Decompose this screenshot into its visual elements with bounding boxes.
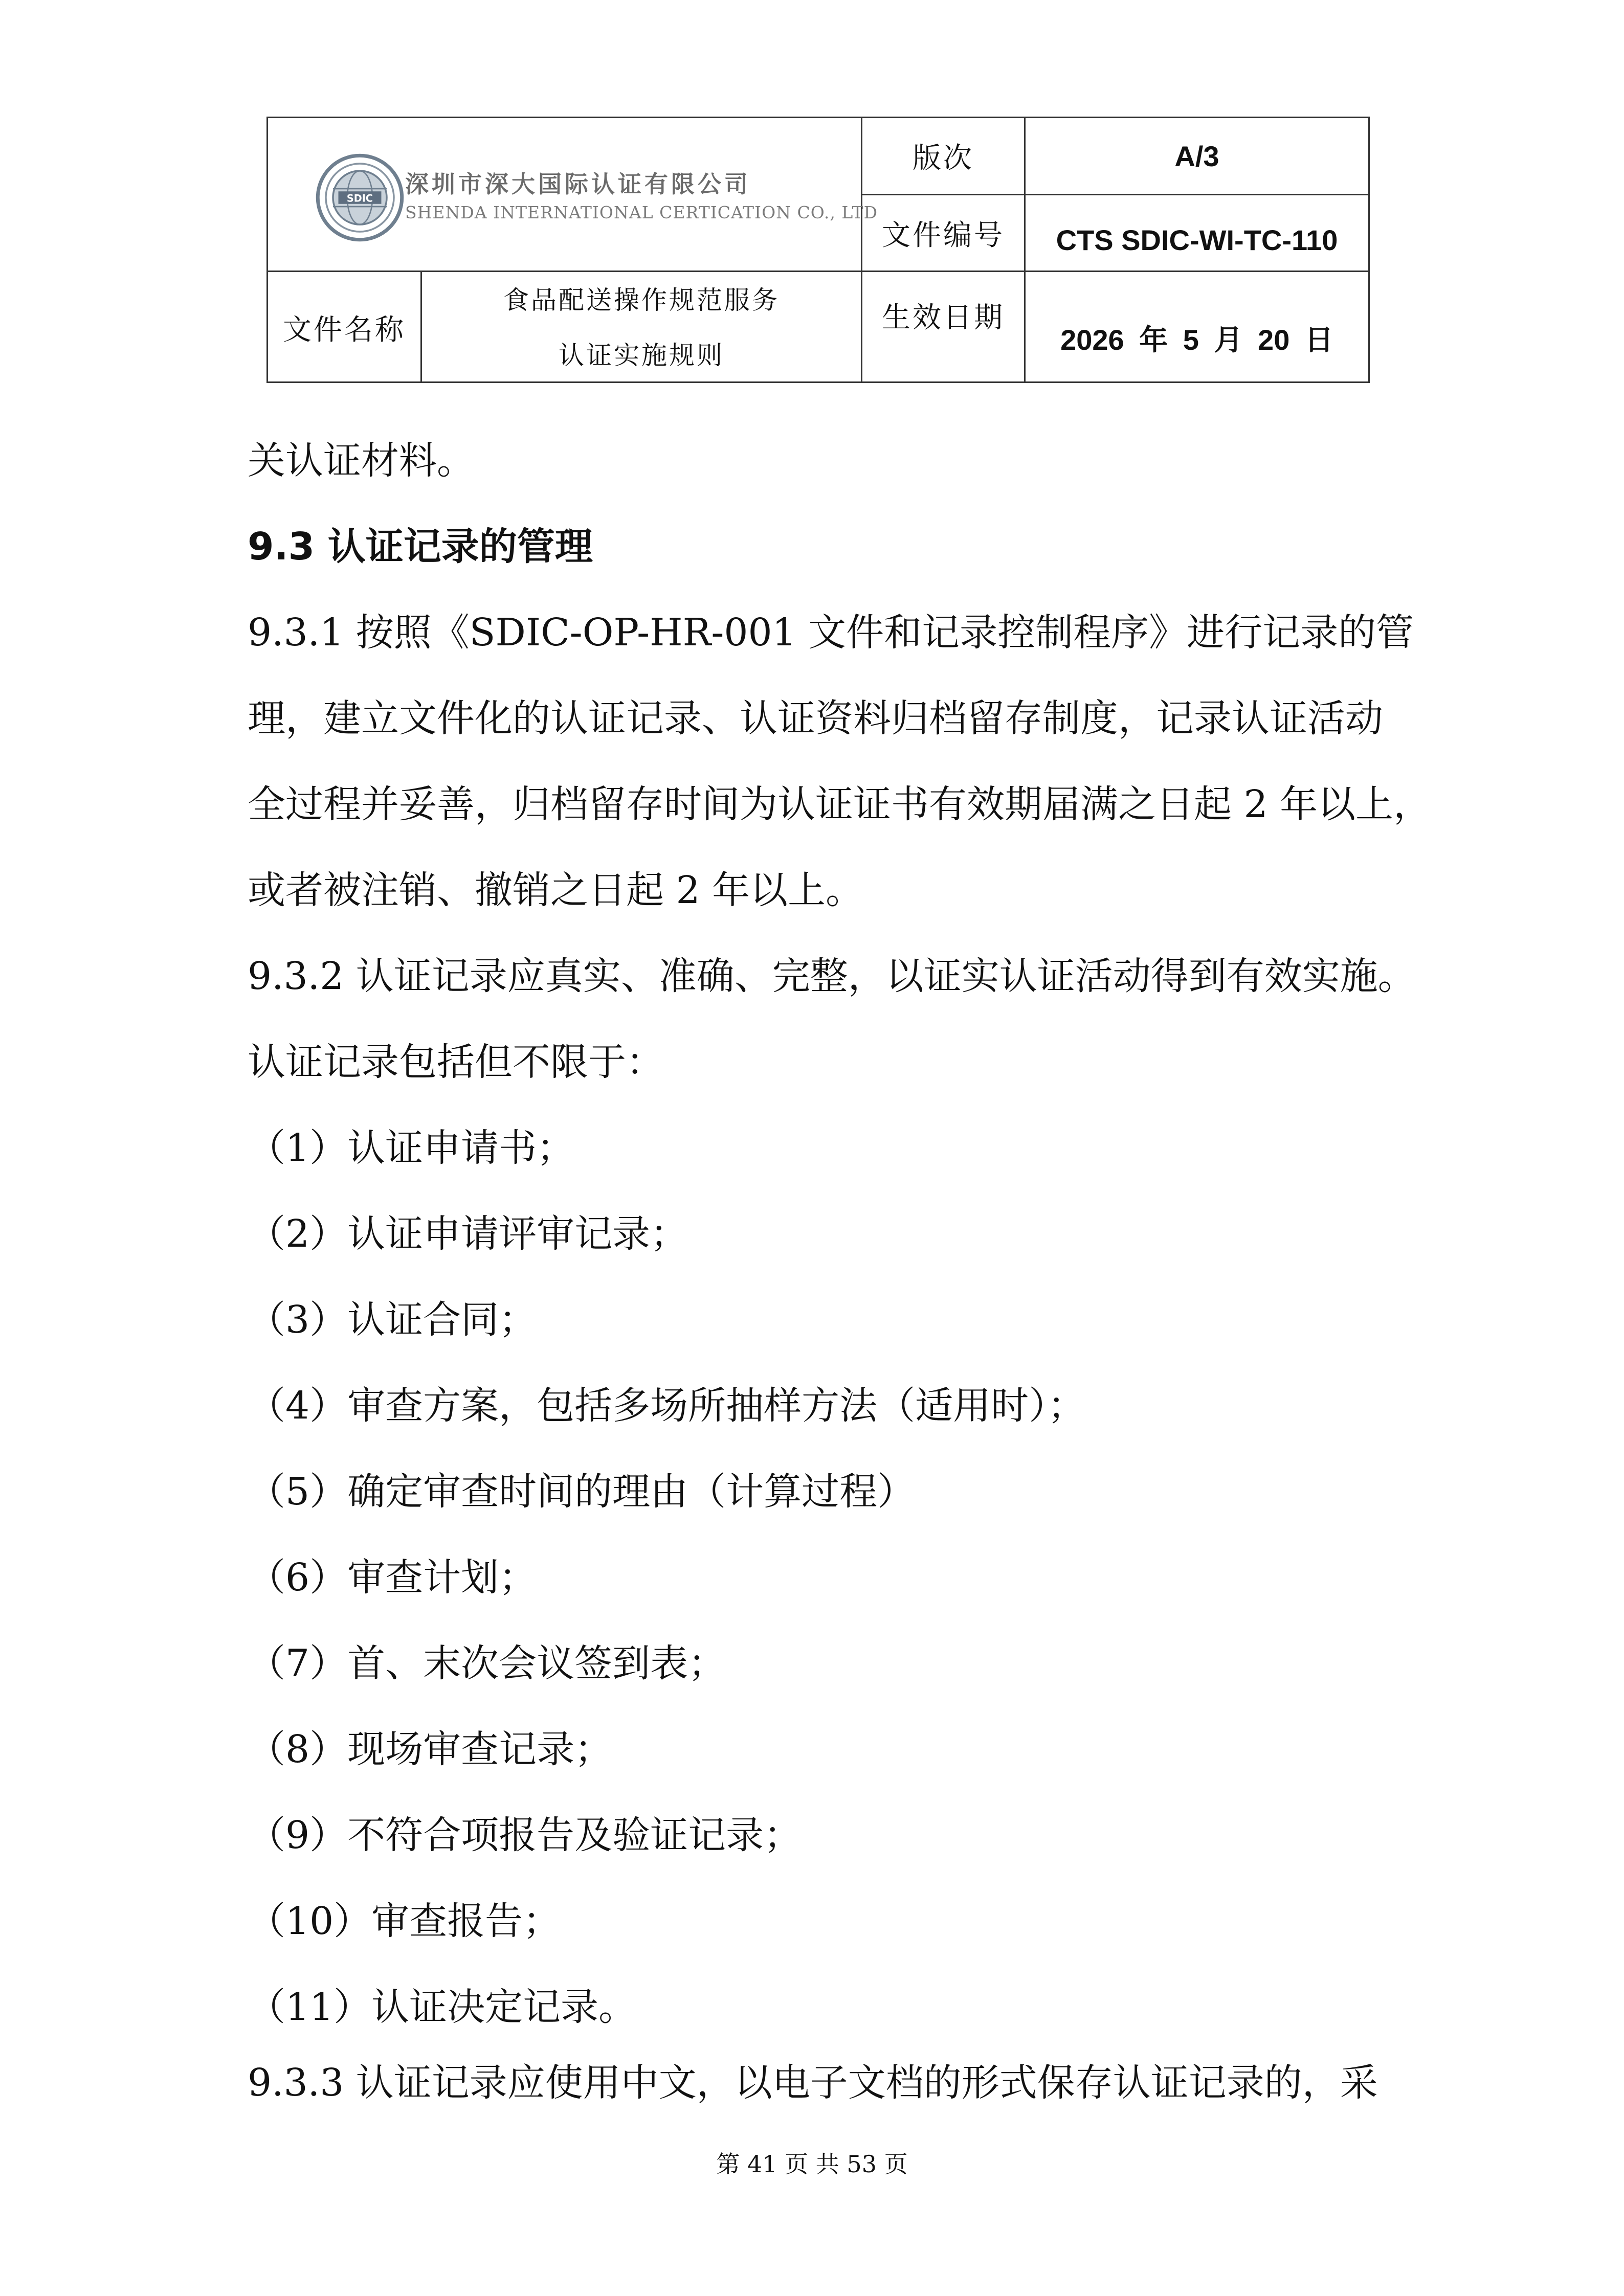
list-item: （11）认证决定记录。: [248, 1985, 637, 2029]
document-header-table: [266, 117, 1370, 383]
body-line: 认证记录包括但不限于：: [248, 1040, 664, 1084]
section-heading-9-3: 9.3 认证记录的管理: [248, 525, 593, 569]
list-item: （8）现场审查记录；: [248, 1727, 613, 1771]
body-line: 关认证材料。: [248, 439, 475, 483]
body-line: 全过程并妥善，归档留存时间为认证证书有效期届满之日起 2 年以上，: [248, 782, 1432, 826]
company-seal-logo: [315, 153, 405, 242]
document-name-value: [422, 272, 861, 383]
document-name-line-2: 认证实施规则: [559, 340, 724, 370]
company-name-en: SHENDA INTERNATIONAL CERTICATION CO., LTD: [405, 202, 878, 222]
document-number-label: 文件编号: [882, 218, 1005, 252]
body-line: 9.3.3 认证记录应使用中文，以电子文档的形式保存认证记录的，采: [248, 2061, 1378, 2105]
body-line: 理，建立文件化的认证记录、认证资料归档留存制度，记录认证活动: [248, 696, 1383, 740]
body-line: 9.3.1 按照《SDIC-OP-HR-001 文件和记录控制程序》进行记录的管: [248, 611, 1414, 655]
document-name-line-1: 食品配送操作规范服务: [503, 285, 780, 315]
list-item: （10）审查报告；: [248, 1899, 561, 1943]
document-number-value: CTS SDIC-WI-TC-110: [1056, 224, 1338, 256]
list-item: （2）认证申请评审记录；: [248, 1212, 688, 1256]
company-logo-block: [268, 118, 878, 272]
list-item: （6）审查计划；: [248, 1556, 537, 1600]
list-item: （9）不符合项报告及验证记录；: [248, 1813, 802, 1857]
document-name-label: 文件名称: [283, 313, 406, 347]
body-line: 或者被注销、撤销之日起 2 年以上。: [248, 868, 864, 912]
effective-date-label: 生效日期: [882, 301, 1005, 334]
page-number-footer: 第 41 页 共 53 页: [716, 2150, 908, 2178]
list-item: （3）认证合同；: [248, 1298, 537, 1342]
company-name-cn: 深圳市深大国际认证有限公司: [405, 170, 751, 198]
body-line: 9.3.2 认证记录应真实、准确、完整，以证实认证活动得到有效实施。: [248, 954, 1416, 998]
version-value: A/3: [1174, 140, 1219, 172]
list-item: （7）首、末次会议签到表；: [248, 1641, 726, 1685]
logo-text: SDIC: [346, 192, 373, 205]
version-label: 版次: [913, 142, 974, 175]
effective-date-value: 2026 年 5 月 20 日: [1060, 324, 1333, 356]
list-item: （1）认证申请书；: [248, 1126, 575, 1170]
list-item: （4）审查方案，包括多场所抽样方法（适用时）；: [248, 1384, 1086, 1428]
list-item: （5）确定审查时间的理由（计算过程）: [248, 1470, 916, 1514]
